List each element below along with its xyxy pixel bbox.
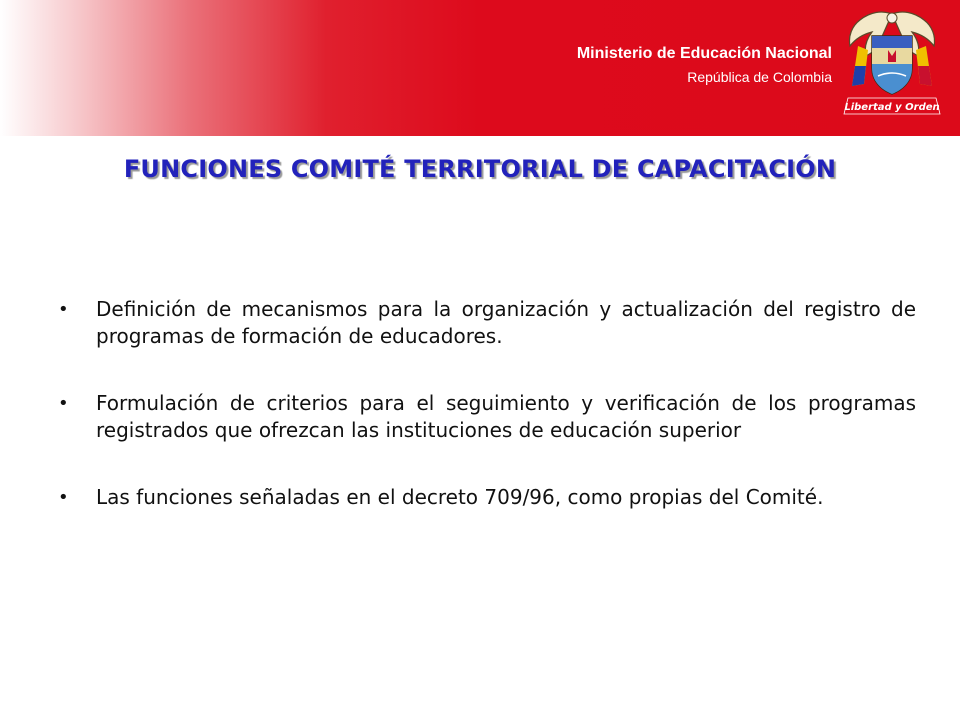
bullet-list <box>58 296 916 551</box>
ministry-name: Ministerio de Educación Nacional <box>576 45 832 62</box>
seal-motto: Libertad y Orden <box>844 102 940 113</box>
bullet-item <box>58 390 916 444</box>
bullet-dot-icon: • <box>58 487 69 508</box>
ministry-block <box>577 44 832 87</box>
bullet-text: Formulación de criterios para el seguimiento y verificación de los programas registrados que ofrezcan las instituciones de educación superior <box>96 391 916 442</box>
bullet-text: Definición de mecanismos para la organización y actualización del registro de programas de formación de educadores. <box>96 297 916 348</box>
country-name: República de Colombia <box>687 69 832 85</box>
colombia-coat-of-arms-icon <box>842 6 942 132</box>
bullet-text: Las funciones señaladas en el decreto 709/96, como propias del Comité. <box>96 485 824 509</box>
bullet-dot-icon: • <box>58 299 69 320</box>
slide-title: FUNCIONES COMITÉ TERRITORIAL DE CAPACITACIÓN <box>123 155 837 183</box>
bullet-dot-icon: • <box>58 393 69 414</box>
bullet-item <box>58 296 916 350</box>
bullet-item <box>58 484 916 511</box>
